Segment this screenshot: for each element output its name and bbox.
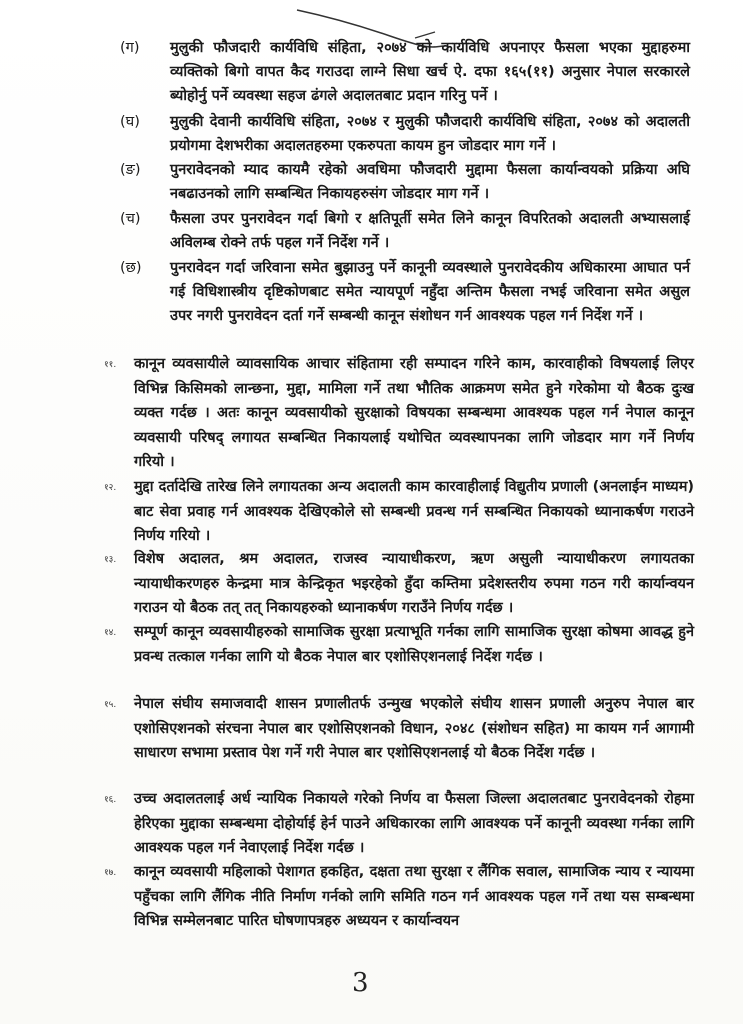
- item-marker: १३.: [104, 555, 117, 565]
- resolution-item-17: [104, 860, 694, 934]
- resolution-item-12: [104, 475, 694, 549]
- sub-item-text: मुलुकी देवानी कार्यविधि संहिता, २०७४ र मुलुकी फौजदारी कार्यविधि संहिता, २०७४ को अदालती प्रयोगमा देशभरीका अदालतहरुमा एकरुपता कायम हुन जोडदार माग गर्ने ।: [170, 114, 690, 154]
- sub-item-gha: [120, 110, 690, 158]
- item-marker: १४.: [104, 628, 117, 638]
- item-text: विशेष अदालत, श्रम अदालत, राजस्व न्यायाधीकरण, ऋण असुली न्यायाधीकरण लगायतका न्यायाधीकरणहरु केन्द्रमा मात्र केन्द्रिकृत भइरहेको हुँदा कम्तिमा प्रदेशस्तरीय रुपमा गठन गरी कार्यान्वयन गराउन यो बैठक तत् तत् निकायहरुको ध्यानाकर्षण गराउँने निर्णय गर्दछ ।: [134, 551, 694, 616]
- sub-item-text: मुलुकी फौजदारी कार्यविधि संहिता, २०७४ को कार्यविधि अपनाएर फैसला भएका मुद्दाहरुमा व्यक्तिको बिगो वापत कैद गराउदा लाग्ने सिधा खर्च ऐ. दफा १६५(११) अनुसार नेपाल सरकारले ब्योहोर्नु पर्ने व्यवस्था सहज ढंगले अदालतबाट प्रदान गरिनु पर्ने ।: [170, 40, 690, 104]
- resolution-item-15: [104, 692, 694, 766]
- item-text: मुद्दा दर्तादेखि तारेख लिने लगायतका अन्य अदालती काम कारवाहीलाई विद्युतीय प्रणाली (अनलाईन माध्यम) बाट सेवा प्रवाह गर्न आवश्यक देखिएकोले सो सम्बन्धी प्रवन्ध गर्न सम्बन्धित निकायको ध्यानाकर्षण गराउने निर्णय गरियो ।: [134, 479, 694, 544]
- sub-item-text: फैसला उपर पुनरावेदन गर्दा बिगो र क्षतिपूर्ती समेत लिने कानून विपरितको अदालती अभ्यासलाई अविलम्ब रोक्ने तर्फ पहल गर्ने निर्देश गर्ने ।: [170, 211, 690, 251]
- resolution-item-11: [104, 352, 694, 475]
- item-text: सम्पूर्ण कानून व्यवसायीहरुको सामाजिक सुरक्षा प्रत्याभूति गर्नका लागि सामाजिक सुरक्षा कोषमा आवद्ध हुने प्रवन्ध तत्काल गर्नका लागि यो बैठक नेपाल बार एशोसिएशनलाई निर्देश गर्दछ ।: [134, 624, 694, 665]
- sub-item-marker: (छ): [120, 260, 142, 276]
- item-marker: १५.: [104, 700, 117, 710]
- sub-item-marker: (ङ): [120, 162, 141, 178]
- sub-item-ga: [120, 36, 690, 108]
- resolution-item-16: [104, 787, 694, 861]
- item-marker: १७.: [104, 868, 117, 878]
- item-text: नेपाल संघीय समाजवादी शासन प्रणालीतर्फ उन्मुख भएकोले संघीय शासन प्रणाली अनुरुप नेपाल बार एशोसिएशनको संरचना नेपाल बार एशोसिएशनको विधान, २०४८ (संशोधन सहित) मा कायम गर्न आगामी साधारण सभामा प्रस्ताव पेश गर्ने गरी नेपाल बार एशोसिएशनलाई यो बैठक निर्देश गर्दछ ।: [134, 696, 694, 761]
- item-text: कानून व्यवसायी महिलाको पेशागत हकहित, दक्षता तथा सुरक्षा र लैंगिक सवाल, सामाजिक न्याय र न्यायमा पहुँचका लागि लैंगिक नीति निर्माण गर्नको लागि समिति गठन गर्न आवश्यक पहल गर्ने तथा यस सम्बन्धमा विभिन्न सम्मेलनबाट पारित घोषणापत्रहरु अध्ययन र कार्यान्वयन: [134, 864, 694, 929]
- resolution-item-14: [104, 620, 694, 669]
- item-marker: १२.: [104, 483, 117, 493]
- sub-item-marker: (घ): [120, 114, 140, 130]
- sub-item-nga: [120, 158, 690, 206]
- sub-item-text: पुनरावेदन गर्दा जरिवाना समेत बुझाउनु पर्ने कानूनी व्यवस्थाले पुनरावेदकीय अधिकारमा आघात पर्न गई विधिशास्त्रीय दृष्टिकोणबाट समेत न्यायपूर्ण नहुँदा अन्तिम फैसला नभई जरिवाना समेत असुल उपर नगरी पुनरावेदन दर्ता गर्ने सम्बन्धी कानून संशोधन गर्न आवश्यक पहल गर्न निर्देश गर्ने ।: [170, 260, 690, 324]
- item-marker: १६.: [104, 795, 117, 805]
- resolution-item-13: [104, 547, 694, 621]
- sub-item-chha: [120, 256, 690, 328]
- sub-item-marker: (ग): [120, 40, 140, 56]
- item-text: कानून व्यवसायीले व्यावसायिक आचार संहितामा रही सम्पादन गरिने काम, कारवाहीको विषयलाई लिएर विभिन्न किसिमको लान्छना, मुद्दा, मामिला गर्ने तथा भौतिक आक्रमण समेत हुने गरेकोमा यो बैठक दुःख व्यक्त गर्दछ । अतः कानून व्यवसायीको सुरक्षाको विषयका सम्बन्धमा आवश्यक पहल गर्न नेपाल कानून व्यवसायी परिषद् लगायत सम्बन्धित निकायलाई यथोचित व्यवस्थापनका लागि जोडदार माग गर्ने निर्णय गरियो ।: [134, 356, 694, 470]
- sub-item-marker: (च): [120, 211, 141, 227]
- item-text: उच्च अदालतलाई अर्ध न्यायिक निकायले गरेको निर्णय वा फैसला जिल्ला अदालतबाट पुनरावेदनको रोहमा हेरिएका मुद्दाका सम्बन्धमा दोहोर्याई हेर्न पाउने अधिकारका लागि आवश्यक पर्ने कानूनी व्यवस्था गर्नका लागि आवश्यक पहल गर्न नेवाएलाई निर्देश गर्दछ ।: [134, 791, 694, 856]
- sub-item-cha: [120, 207, 690, 255]
- page-number: 3: [352, 968, 369, 998]
- item-marker: ११.: [104, 360, 117, 370]
- sub-item-text: पुनरावेदनको म्याद कायमै रहेको अवधिमा फौजदारी मुद्दामा फैसला कार्यान्वयको प्रक्रिया अघि नबढाउनको लागि सम्बन्धित निकायहरुसंग जोडदार माग गर्ने ।: [170, 162, 690, 202]
